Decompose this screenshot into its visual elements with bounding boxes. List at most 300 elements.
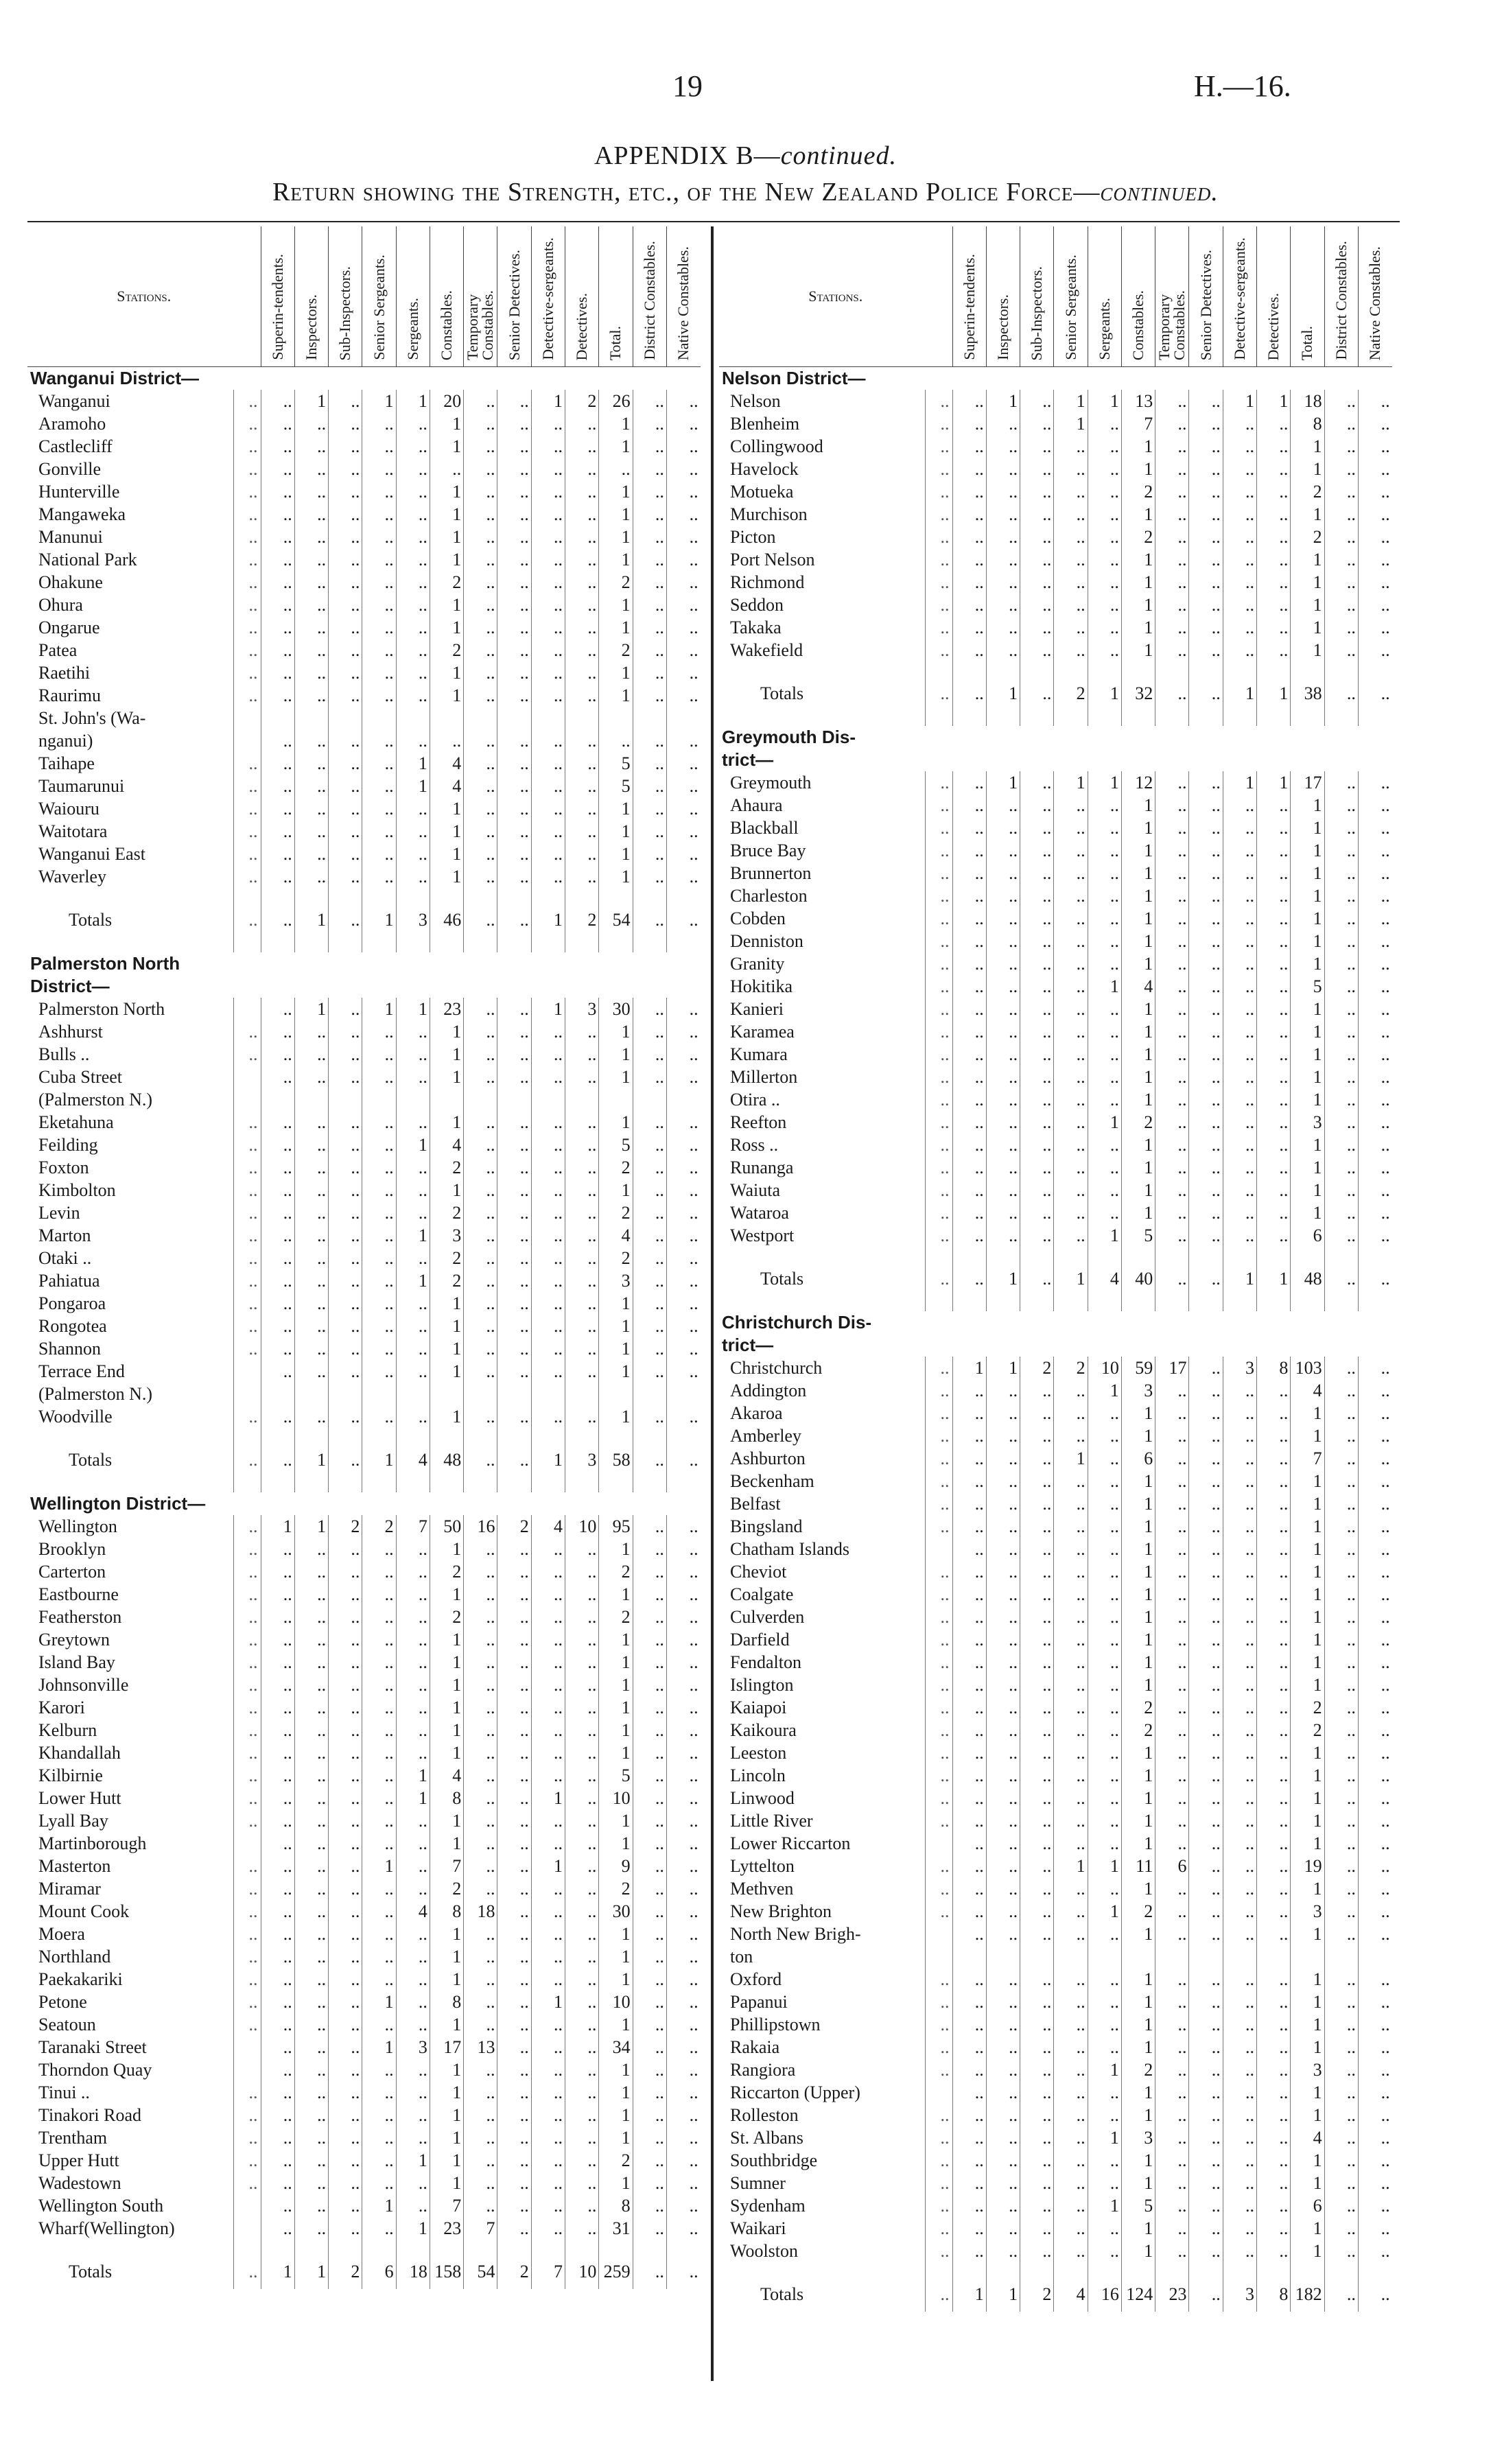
count-cell: .. xyxy=(294,1741,328,1764)
count-cell: .. xyxy=(952,1900,986,1923)
count-cell: .. xyxy=(1324,1855,1358,1877)
station-name: Featherston xyxy=(38,1607,122,1627)
count-cell: .. xyxy=(1223,952,1256,975)
count-cell: .. xyxy=(633,1628,666,1651)
spacer-cell xyxy=(1291,1296,1324,1311)
count-cell: .. xyxy=(1189,1560,1223,1583)
count-cell: .. xyxy=(1020,1628,1054,1651)
count-cell: .. xyxy=(497,594,531,616)
station-row xyxy=(27,1628,734,1651)
count-cell: .. xyxy=(986,1741,1020,1764)
count-cell: .. xyxy=(986,1470,1020,1492)
count-cell: .. xyxy=(396,1832,430,1855)
count-cell: .. xyxy=(497,903,531,937)
count-cell: .. xyxy=(1020,2126,1054,2149)
count-cell: .. xyxy=(362,503,396,526)
spacer-cell xyxy=(27,1428,233,1443)
count-cell: .. xyxy=(952,817,986,839)
spacer-cell xyxy=(1189,2262,1223,2277)
count-cell: .. xyxy=(1324,571,1358,594)
count-cell: .. xyxy=(952,2172,986,2194)
count-cell: .. xyxy=(666,752,700,775)
station-row xyxy=(27,1020,734,1043)
count-cell: .. xyxy=(294,752,328,775)
count-cell: .. xyxy=(261,775,294,797)
count-cell: .. xyxy=(565,1179,599,1201)
count-cell: .. xyxy=(952,1043,986,1066)
count-cell: .. xyxy=(497,775,531,797)
count-cell: .. xyxy=(1020,2013,1054,2036)
count-cell: 1 xyxy=(599,1741,633,1764)
count-cell: .. xyxy=(261,1809,294,1832)
count-cell: 54 xyxy=(464,2255,497,2289)
count-cell: .. xyxy=(1155,2149,1189,2172)
station-row xyxy=(719,930,1426,952)
spacer-cell xyxy=(1358,1296,1392,1311)
count-cell: 1 xyxy=(430,594,463,616)
count-cell: 1 xyxy=(599,526,633,548)
count-cell: .. xyxy=(329,729,362,752)
spacer-cell xyxy=(1020,2262,1054,2277)
count-cell: .. xyxy=(464,503,497,526)
count-cell: .. xyxy=(666,2194,700,2217)
count-cell: .. xyxy=(952,1492,986,1515)
count-cell xyxy=(1257,1945,1291,1968)
count-cell: .. xyxy=(952,1877,986,1900)
totals-row xyxy=(719,1262,1426,1296)
count-cell: .. xyxy=(497,1020,531,1043)
count-cell: 1 xyxy=(430,1923,463,1945)
count-cell: .. xyxy=(294,1651,328,1674)
count-cell: 1 xyxy=(599,1179,633,1201)
count-cell: .. xyxy=(1358,1583,1392,1606)
count-cell: .. xyxy=(294,2217,328,2240)
count-cell xyxy=(1054,1945,1088,1968)
count-cell: .. xyxy=(294,843,328,865)
count-cell: .. xyxy=(261,458,294,480)
count-cell: .. xyxy=(986,2058,1020,2081)
count-cell: 1 xyxy=(1121,2013,1155,2036)
count-cell: .. xyxy=(1257,2058,1291,2081)
leader-dots: .. xyxy=(233,1719,261,1741)
station-row xyxy=(719,616,1426,639)
count-cell: 1 xyxy=(1121,435,1155,458)
count-cell: .. xyxy=(1189,1538,1223,1560)
column-header-label: Sub-Inspectors. xyxy=(1028,266,1046,360)
station-row xyxy=(719,526,1426,548)
count-cell: 1 xyxy=(1121,998,1155,1020)
left-panel xyxy=(27,226,734,2289)
leader-dots: .. xyxy=(925,1402,952,1424)
leader-dots: .. xyxy=(925,1809,952,1832)
count-cell: .. xyxy=(1324,1674,1358,1696)
count-cell: .. xyxy=(986,412,1020,435)
count-cell: .. xyxy=(986,1201,1020,1224)
count-cell: .. xyxy=(396,865,430,888)
station-name: Rangiora xyxy=(730,2060,796,2080)
count-cell: .. xyxy=(986,884,1020,907)
count-cell: .. xyxy=(1257,2126,1291,2149)
leader-dots: .. xyxy=(925,571,952,594)
count-cell: 1 xyxy=(1223,390,1256,412)
count-cell: .. xyxy=(1155,1134,1189,1156)
count-cell: .. xyxy=(1020,390,1054,412)
count-cell: .. xyxy=(294,684,328,707)
station-row xyxy=(27,797,734,820)
count-cell: .. xyxy=(1189,1764,1223,1787)
count-cell: 1 xyxy=(1121,862,1155,884)
return-continued: continued. xyxy=(1100,178,1219,207)
station-name: Tinui .. xyxy=(38,2082,90,2102)
count-cell: .. xyxy=(497,1043,531,1066)
count-cell: .. xyxy=(1088,1088,1121,1111)
count-cell: .. xyxy=(1257,2149,1291,2172)
station-row xyxy=(719,2217,1426,2240)
count-cell: .. xyxy=(952,907,986,930)
count-cell: .. xyxy=(294,458,328,480)
count-cell: .. xyxy=(1223,817,1256,839)
count-cell: 17 xyxy=(1291,771,1324,794)
count-cell: .. xyxy=(261,661,294,684)
count-cell: .. xyxy=(986,1900,1020,1923)
count-cell: .. xyxy=(952,2104,986,2126)
spacer-cell xyxy=(986,1296,1020,1311)
count-cell xyxy=(396,707,430,729)
station-row xyxy=(719,480,1426,503)
count-cell: .. xyxy=(329,1628,362,1651)
leader-dots: .. xyxy=(925,1224,952,1247)
spacer-cell xyxy=(430,1428,463,1443)
count-cell: .. xyxy=(1189,2036,1223,2058)
station-name: Terrace End xyxy=(38,1361,125,1381)
count-cell: .. xyxy=(1223,1968,1256,1991)
station-name: Runanga xyxy=(730,1158,794,1177)
count-cell: 1 xyxy=(1291,1515,1324,1538)
count-cell: .. xyxy=(666,548,700,571)
count-cell: 1 xyxy=(599,2058,633,2081)
totals-label: Totals xyxy=(69,1450,113,1470)
count-cell xyxy=(464,1383,497,1405)
count-cell: .. xyxy=(986,2081,1020,2104)
count-cell: .. xyxy=(329,2217,362,2240)
station-row xyxy=(719,2013,1426,2036)
count-cell: .. xyxy=(666,1292,700,1315)
station-row xyxy=(719,817,1426,839)
count-cell: .. xyxy=(1088,1991,1121,2013)
count-cell: 1 xyxy=(531,903,565,937)
count-cell xyxy=(1291,1945,1324,1968)
count-cell: 1 xyxy=(1291,1968,1324,1991)
spacer-cell xyxy=(261,1477,294,1492)
count-cell: .. xyxy=(396,1741,430,1764)
count-cell: .. xyxy=(1020,975,1054,998)
count-cell: .. xyxy=(565,1741,599,1764)
count-cell: .. xyxy=(497,1538,531,1560)
count-cell: .. xyxy=(633,865,666,888)
count-cell: 1 xyxy=(430,1292,463,1315)
count-cell: .. xyxy=(1054,1628,1088,1651)
count-cell: .. xyxy=(1257,1606,1291,1628)
count-cell: .. xyxy=(952,1968,986,1991)
count-cell xyxy=(261,1383,294,1405)
count-cell: .. xyxy=(565,1719,599,1741)
spacer-cell xyxy=(719,661,925,677)
count-cell: .. xyxy=(1020,1424,1054,1447)
count-cell: 2 xyxy=(430,1201,463,1224)
count-cell: 1 xyxy=(599,1968,633,1991)
station-name: Kaikoura xyxy=(730,1720,797,1740)
station-row xyxy=(27,1269,734,1292)
count-cell: 1 xyxy=(430,2104,463,2126)
count-cell xyxy=(666,707,700,729)
count-cell: .. xyxy=(497,526,531,548)
spacer-cell xyxy=(633,937,666,952)
column-header-label: Sergeants. xyxy=(1095,298,1113,360)
count-cell: .. xyxy=(986,1674,1020,1696)
count-cell: .. xyxy=(633,1696,666,1719)
leader-dots: .. xyxy=(925,1696,952,1719)
count-cell: 6 xyxy=(1155,1855,1189,1877)
count-cell: .. xyxy=(362,1787,396,1809)
count-cell: .. xyxy=(497,1156,531,1179)
count-cell: .. xyxy=(1088,1538,1121,1560)
count-cell: .. xyxy=(666,1855,700,1877)
station-row xyxy=(27,865,734,888)
count-cell: .. xyxy=(1054,884,1088,907)
count-cell: .. xyxy=(986,1179,1020,1201)
count-cell: .. xyxy=(464,1066,497,1088)
count-cell: .. xyxy=(1223,1741,1256,1764)
count-cell: .. xyxy=(531,571,565,594)
count-cell: .. xyxy=(1155,1538,1189,1560)
count-cell: 1 xyxy=(1121,1538,1155,1560)
count-cell: .. xyxy=(1324,1651,1358,1674)
count-cell: .. xyxy=(1054,1201,1088,1224)
station-name: Northland xyxy=(38,1947,111,1967)
column-header xyxy=(1358,226,1392,367)
count-cell: 1 xyxy=(1291,1628,1324,1651)
column-header xyxy=(1088,226,1121,367)
count-cell: 1 xyxy=(599,1043,633,1066)
spacer-cell xyxy=(1291,711,1324,726)
count-cell: .. xyxy=(1358,1855,1392,1877)
station-row xyxy=(719,1066,1426,1088)
count-cell: .. xyxy=(464,1651,497,1674)
count-cell xyxy=(497,1088,531,1111)
count-cell: .. xyxy=(1088,616,1121,639)
count-cell: .. xyxy=(1155,930,1189,952)
count-cell: .. xyxy=(1358,1156,1392,1179)
count-cell: .. xyxy=(1324,390,1358,412)
count-cell: .. xyxy=(1088,2172,1121,2194)
count-cell: .. xyxy=(396,843,430,865)
count-cell: .. xyxy=(1189,548,1223,571)
station-name: Wanganui East xyxy=(38,844,146,864)
station-name: Christchurch xyxy=(730,1358,823,1378)
count-cell: .. xyxy=(1358,594,1392,616)
count-cell: .. xyxy=(396,2104,430,2126)
count-cell xyxy=(531,707,565,729)
count-cell xyxy=(1223,1945,1256,1968)
count-cell: .. xyxy=(1020,817,1054,839)
count-cell: .. xyxy=(1324,1088,1358,1111)
count-cell: .. xyxy=(565,571,599,594)
count-cell: .. xyxy=(362,458,396,480)
count-cell: .. xyxy=(261,571,294,594)
count-cell: .. xyxy=(1020,862,1054,884)
count-cell: .. xyxy=(261,729,294,752)
count-cell: 1 xyxy=(1291,862,1324,884)
station-row xyxy=(719,1945,1426,1968)
count-cell: .. xyxy=(565,1923,599,1945)
count-cell: .. xyxy=(464,1991,497,2013)
count-cell: .. xyxy=(294,1560,328,1583)
spacer-row xyxy=(27,2240,734,2255)
district-heading: Greymouth Dis- xyxy=(722,727,856,747)
station-name: Charleston xyxy=(730,886,808,906)
count-cell: .. xyxy=(362,1538,396,1560)
count-cell: 1 xyxy=(986,1357,1020,1379)
count-cell: .. xyxy=(329,1719,362,1741)
spacer-cell xyxy=(233,937,261,952)
leader-dots: .. xyxy=(233,1560,261,1583)
leader-dots xyxy=(925,1832,952,1855)
leader-dots: .. xyxy=(233,2126,261,2149)
count-cell: .. xyxy=(464,548,497,571)
count-cell: .. xyxy=(261,1877,294,1900)
count-cell: .. xyxy=(1155,771,1189,794)
count-cell: .. xyxy=(633,1337,666,1360)
count-cell: 1 xyxy=(430,1360,463,1383)
count-cell: 16 xyxy=(464,1515,497,1538)
count-cell: .. xyxy=(1189,571,1223,594)
count-cell: .. xyxy=(261,1560,294,1583)
count-cell: .. xyxy=(1324,458,1358,480)
count-cell: .. xyxy=(986,2149,1020,2172)
count-cell: 1 xyxy=(1088,2058,1121,2081)
count-cell: .. xyxy=(565,1764,599,1787)
count-cell: .. xyxy=(294,1787,328,1809)
count-cell: .. xyxy=(497,2126,531,2149)
count-cell: .. xyxy=(1223,1088,1256,1111)
count-cell: .. xyxy=(396,1628,430,1651)
count-cell: .. xyxy=(1223,1402,1256,1424)
count-cell: .. xyxy=(329,1156,362,1179)
leader-dots: .. xyxy=(925,2058,952,2081)
totals-row xyxy=(27,1443,734,1477)
column-header-label: Inspectors. xyxy=(994,294,1011,360)
count-cell: .. xyxy=(986,1402,1020,1424)
leader-dots: .. xyxy=(925,1674,952,1696)
spacer-cell xyxy=(986,711,1020,726)
count-cell: .. xyxy=(565,548,599,571)
count-cell: .. xyxy=(986,1606,1020,1628)
count-cell: .. xyxy=(1189,1991,1223,2013)
spacer-cell xyxy=(599,1477,633,1492)
count-cell: .. xyxy=(531,1405,565,1428)
count-cell: .. xyxy=(1257,548,1291,571)
count-cell: .. xyxy=(666,998,700,1020)
count-cell: .. xyxy=(1358,2172,1392,2194)
count-cell xyxy=(497,707,531,729)
count-cell: .. xyxy=(1223,862,1256,884)
count-cell: 1 xyxy=(1121,1877,1155,1900)
station-row xyxy=(719,1741,1426,1764)
spacer-cell xyxy=(666,1428,700,1443)
station-name: Brunnerton xyxy=(730,863,812,883)
count-cell: .. xyxy=(294,1337,328,1360)
count-cell: .. xyxy=(464,2013,497,2036)
count-cell: .. xyxy=(666,1719,700,1741)
totals-row xyxy=(719,2277,1426,2312)
count-cell: 3 xyxy=(1291,2058,1324,2081)
spacer-cell xyxy=(1054,711,1088,726)
count-cell: .. xyxy=(396,616,430,639)
count-cell: .. xyxy=(1020,1991,1054,2013)
count-cell: .. xyxy=(1223,480,1256,503)
count-cell: .. xyxy=(1020,1156,1054,1179)
station-row xyxy=(27,2036,734,2058)
station-row xyxy=(719,1628,1426,1651)
count-cell: .. xyxy=(1088,1043,1121,1066)
count-cell: .. xyxy=(396,1968,430,1991)
leader-dots: .. xyxy=(233,503,261,526)
count-cell: 1 xyxy=(1088,1900,1121,1923)
count-cell: 2 xyxy=(1121,1719,1155,1741)
count-cell: .. xyxy=(1155,1262,1189,1296)
count-cell: .. xyxy=(1020,1900,1054,1923)
count-cell: .. xyxy=(633,616,666,639)
count-cell: .. xyxy=(1358,771,1392,794)
count-cell: .. xyxy=(1324,1538,1358,1560)
count-cell: .. xyxy=(1223,998,1256,1020)
district-heading-row xyxy=(719,749,1426,771)
count-cell: .. xyxy=(1257,1156,1291,1179)
count-cell: .. xyxy=(294,1991,328,2013)
count-cell: .. xyxy=(329,2036,362,2058)
count-cell: .. xyxy=(666,616,700,639)
station-row xyxy=(27,1043,734,1066)
station-name: Leeston xyxy=(730,1743,787,1763)
count-cell: 18 xyxy=(464,1900,497,1923)
count-cell: .. xyxy=(531,1337,565,1360)
count-cell: 1 xyxy=(986,771,1020,794)
count-cell: 1 xyxy=(1121,571,1155,594)
spacer-cell xyxy=(294,888,328,903)
count-cell: .. xyxy=(986,1492,1020,1515)
station-name: Karamea xyxy=(730,1022,795,1042)
spacer-cell xyxy=(233,888,261,903)
count-cell: .. xyxy=(1358,1179,1392,1201)
station-row xyxy=(27,2194,734,2217)
page-number: 19 xyxy=(672,69,703,103)
count-cell: .. xyxy=(294,1111,328,1134)
count-cell: 1 xyxy=(599,548,633,571)
count-cell: .. xyxy=(1324,1156,1358,1179)
count-cell: .. xyxy=(1155,2217,1189,2240)
count-cell: 7 xyxy=(430,2194,463,2217)
count-cell: 3 xyxy=(1223,1357,1256,1379)
count-cell: .. xyxy=(1358,1877,1392,1900)
totals-label: Totals xyxy=(760,683,804,703)
count-cell: .. xyxy=(565,1855,599,1877)
count-cell: .. xyxy=(1324,1201,1358,1224)
count-cell xyxy=(1358,1945,1392,1968)
leader-dots: .. xyxy=(925,677,952,711)
spacer-cell xyxy=(233,1428,261,1443)
count-cell: 1 xyxy=(1121,907,1155,930)
count-cell: .. xyxy=(1189,1262,1223,1296)
